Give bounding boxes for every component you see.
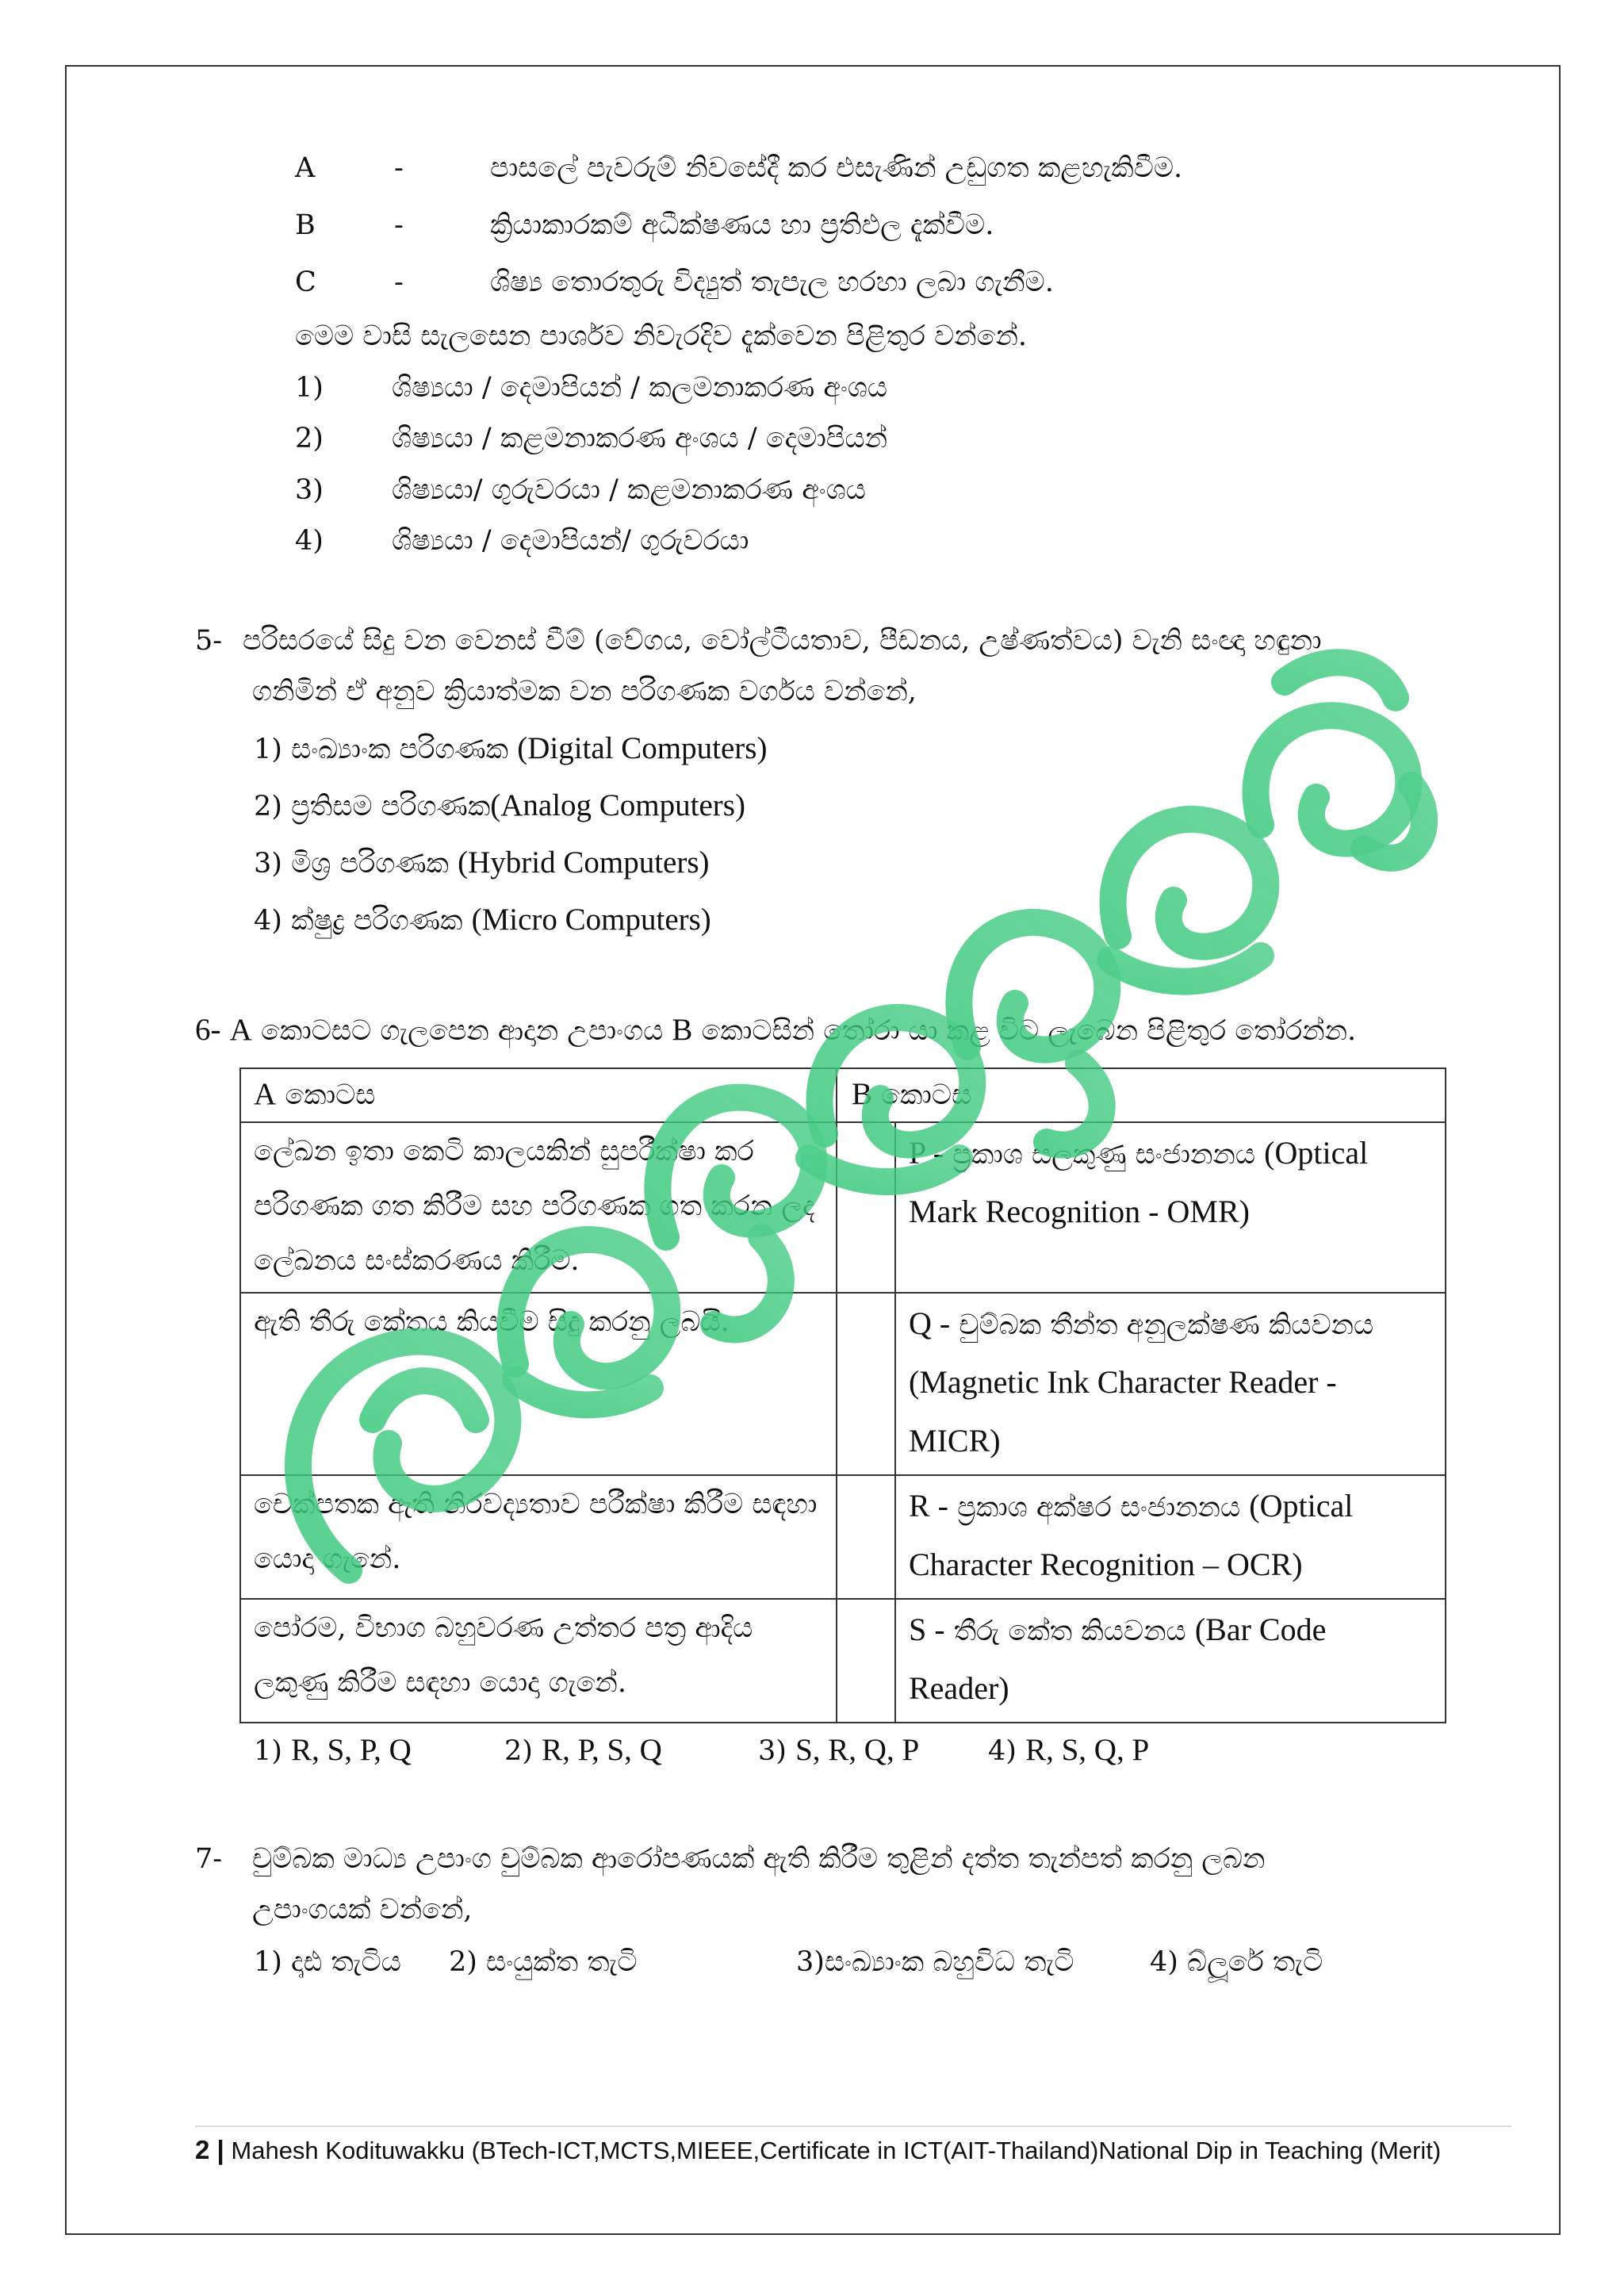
q4-item-dash: - [394, 152, 404, 184]
cell-a: පෝරම, විභාග බහුවරණ උත්තර පත්‍ර ආදිය ලකුණු කිරීම සඳහා යොදා ගැනේ. [240, 1599, 837, 1723]
option-item [988, 1733, 1149, 1769]
option-number: 1) [254, 1735, 282, 1767]
option-item: 3)සංඛ්‍යාංක බහුවිධ තැටි [796, 1946, 1074, 1978]
q4-prompt: මෙම වාසි සැලසෙන පාර්ශව නිවැරදිව දැක්වෙන පිළිතුර වන්නේ. [295, 320, 1027, 352]
option-number: 2) [295, 423, 324, 454]
q4-item-text: ක්‍රියාකාරකම් අධීක්ෂණය හා ප්‍රතිඵල දැක්වීම. [490, 209, 994, 241]
footer-text: Mahesh Kodituwakku (BTech-ICT,MCTS,MIEEE,Certificate in ICT(AIT-Thailand)National Dip in Teaching (Merit) [231, 2137, 1442, 2164]
option-text: S, R, Q, P [795, 1733, 920, 1767]
footer [195, 2135, 1441, 2165]
column-header-b: B කොටස [837, 1068, 1446, 1122]
option-text: R, S, Q, P [1025, 1733, 1150, 1767]
q4-item-letter: C [295, 266, 316, 298]
cell-b: Q - චුම්බක තීන්ත අනුලක්ෂණ කියවනය (Magnetic Ink Character Reader - MICR) [895, 1293, 1446, 1475]
option-sinhala: සංඛ්‍යාංක පරිගණක [291, 734, 509, 765]
column-header-a: A කොටස [240, 1068, 837, 1122]
q7-stem-line2: උපාංගයක් වන්නේ, [252, 1894, 473, 1926]
q7-stem-line1: චුම්බක මාධ්‍ය උපාංග චුම්බක ආරෝපණයක් ඇති කිරීම තුළින් දත්ත තැන්පත් කරනු ලබන [252, 1843, 1266, 1875]
option-number: 3) [758, 1735, 787, 1767]
question-number: 5- [195, 625, 223, 657]
q4-item-dash: - [394, 266, 404, 298]
option-english: (Digital Computers) [517, 731, 768, 765]
q5-stem-line2: ගනිමින් ඒ අනුව ක්‍රියාත්මක වන පරිගණක වර්ගය වන්නේ, [252, 676, 917, 707]
q6-stem-part2: කොටසින් තෝරා යා කළ විට ලැබෙන පිළිතුර තෝරන්න. [701, 1015, 1357, 1047]
option-number: 4) [988, 1735, 1017, 1767]
option-text: ශිෂ්‍යයා / කළමනාකරණ අංශය / දෙමාපියන් [392, 423, 888, 454]
cell-a: ලේඛන ඉතා කෙටි කාලයකින් සුපරීක්ෂා කර පරිගණක ගත කිරීම සහ පරිගණක ගත කරන ලද ලේඛනය සංස්කරණය කිරීම. [240, 1122, 837, 1293]
option-number: 2) [504, 1735, 533, 1767]
option-english: (Analog Computers) [490, 788, 745, 822]
cell-a: ඇති තීරු කේතය කියවීම සිදු කරනු ලබයි. [240, 1293, 837, 1475]
option-item [758, 1733, 919, 1769]
page-number: 2 | [195, 2135, 224, 2164]
option-number: 4) [295, 525, 324, 557]
q6-stem-a: A [229, 1013, 252, 1047]
option-english: (Hybrid Computers) [458, 845, 710, 880]
cell-b: R - ප්‍රකාශ අක්ෂර සංජානනය (Optical Character Recognition – OCR) [895, 1475, 1446, 1599]
cell-b: S - තීරු කේත කියවනය (Bar Code Reader) [895, 1599, 1446, 1723]
q4-item-letter: A [295, 152, 316, 184]
cell-a: චෙක්පතක ඇති නිරවද්‍යතාව පරීක්ෂා කිරීම සඳහා යොදා ගැනේ. [240, 1475, 837, 1599]
option-number: 2) [254, 791, 282, 822]
option-number: 3) [254, 848, 282, 880]
option-sinhala: ප්‍රතිසම පරිගණක [291, 791, 491, 822]
option-text: R, S, P, Q [291, 1733, 412, 1767]
q4-item-text: පාසලේ පැවරුම් නිවසේදී කර එසැණින් උඩුගත කළහැකිවීම. [490, 152, 1183, 184]
option-text: ශිෂ්‍යයා / දෙමාපියන්/ ගුරුවරයා [392, 525, 749, 557]
option-number: 1) [295, 372, 324, 404]
q4-item-text: ශිෂ්‍ය තොරතුරු විද්‍යුත් තැපැල හරහා ලබා ගැනීම. [490, 266, 1054, 298]
q5-stem-line1: පරිසරයේ සිදු වන වෙනස් වීම් (වේගය, වෝල්ටීයතාව, පීඩනය, උෂ්ණත්වය) වැනි සංඥා හඳුනා [243, 625, 1322, 657]
option-english: (Micro Computers) [471, 903, 711, 937]
option-text: ශිෂ්‍යයා/ ගුරුවරයා / කළමනාකරණ අංශය [392, 474, 866, 506]
option-item [504, 1733, 662, 1769]
option-item [254, 1733, 412, 1769]
option-text: R, P, S, Q [542, 1733, 662, 1767]
watermark-logo [254, 587, 1491, 1650]
option-number: 1) [254, 734, 282, 765]
option-item: 1) දෘඪ තැටිය [254, 1946, 401, 1978]
option-number: 3) [295, 474, 324, 506]
option-number: 4) [254, 905, 282, 937]
option-text: ශිෂ්‍යයා / දෙමාපියන් / කලමනාකරණ අංශය [392, 372, 888, 404]
option-sinhala: මිශ්‍ර පරිගණක [291, 848, 449, 880]
cell-b: P - ප්‍රකාශ සලකුණු සංජානනය (Optical Mark Recognition - OMR) [895, 1122, 1446, 1293]
footer-rule [195, 2125, 1511, 2127]
q4-item-dash: - [394, 209, 404, 241]
q6-stem-b: B [672, 1013, 693, 1047]
option-item: 2) සංයුක්ත තැටි [449, 1946, 638, 1978]
q6-stem-part1: කොටසට ගැලපෙන ආදාන උපාංගය [260, 1015, 664, 1047]
question-number: 6- [195, 1013, 221, 1047]
option-item: 4) බ්ලූරේ තැටි [1150, 1946, 1323, 1978]
option-sinhala: ක්ෂුද්‍ර පරිගණක [291, 905, 463, 937]
q4-item-letter: B [295, 209, 316, 241]
question-number: 7- [195, 1843, 223, 1875]
